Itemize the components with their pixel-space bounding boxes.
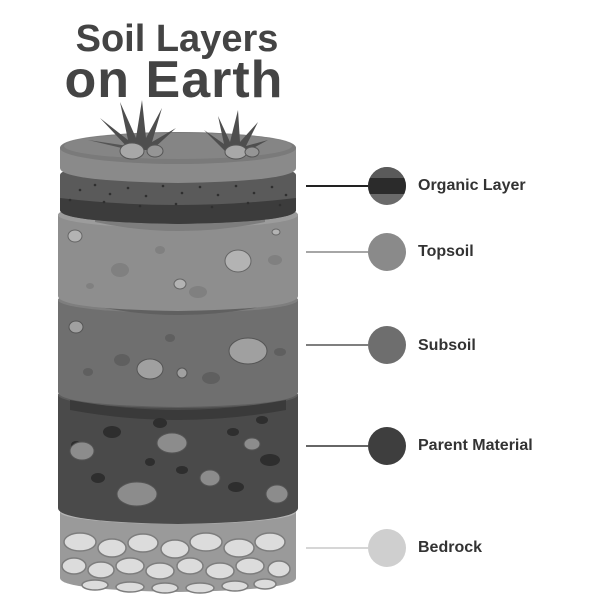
title-line-1: Soil Layers bbox=[75, 18, 279, 60]
legend-label-parent-material: Parent Material bbox=[418, 437, 533, 454]
title-line-2: on Earth bbox=[64, 51, 284, 109]
legend-label-topsoil: Topsoil bbox=[418, 243, 474, 260]
legend-label-subsoil: Subsoil bbox=[418, 337, 476, 354]
parent-material-legend-swatch bbox=[368, 427, 406, 465]
organic-legend-swatch bbox=[368, 167, 406, 205]
legend-label-organic-layer: Organic Layer bbox=[418, 177, 526, 194]
bedrock-legend-swatch bbox=[368, 529, 406, 567]
legend-label-bedrock: Bedrock bbox=[418, 539, 483, 556]
grass-surface bbox=[60, 100, 296, 183]
topsoil-legend-swatch bbox=[368, 233, 406, 271]
subsoil-legend-swatch bbox=[368, 326, 406, 364]
